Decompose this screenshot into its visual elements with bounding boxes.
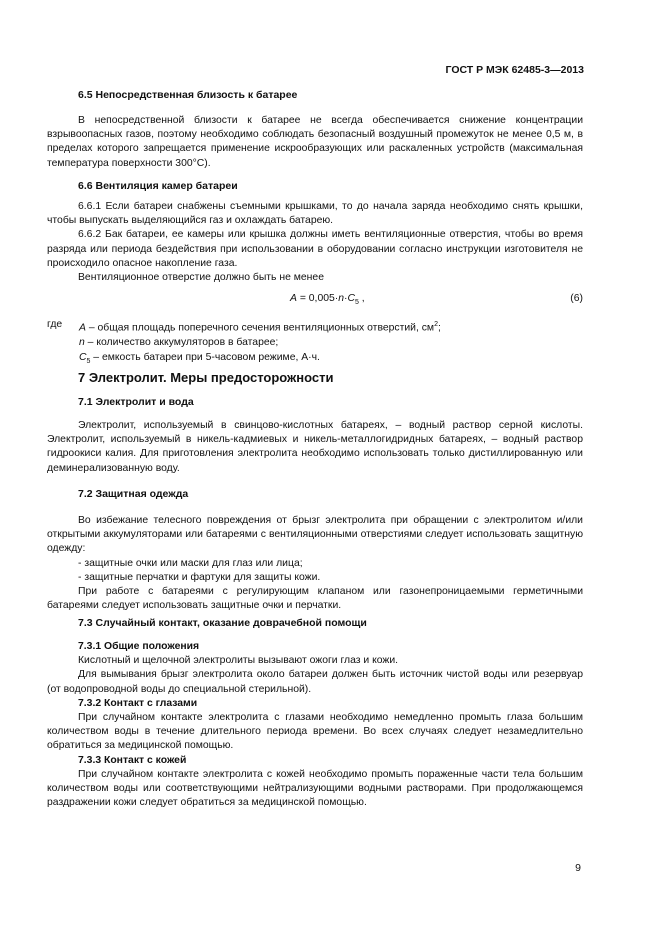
section-7-1-text	[47, 419, 583, 476]
formula-symbol-c: C	[347, 293, 356, 304]
paragraph: Для вымывания брызг электролита около батареи должен быть источник чистой воды или резервуар (от водопроводной воды до специальной стерильной).	[47, 669, 583, 695]
list-item: - защитные очки или маски для глаз или лица;	[78, 557, 303, 569]
section-6-5-text	[47, 114, 583, 171]
page-number: 9	[575, 862, 581, 874]
subsection-7-3-2-heading: 7.3.2 Контакт с глазами	[78, 697, 198, 709]
formula-part: ·	[344, 293, 348, 304]
section-6-6-text	[47, 200, 583, 285]
section-6-5-heading: 6.5 Непосредственная близость к батарее	[78, 89, 298, 101]
paragraph: Вентиляционное отверстие должно быть не менее	[78, 272, 324, 284]
subsection-7-3-3-heading: 7.3.3 Контакт с кожей	[78, 754, 187, 766]
formula-symbol-a: A	[290, 293, 297, 304]
legend-desc: – количество аккумуляторов в батарее;	[84, 337, 279, 349]
ventilation-formula	[290, 293, 365, 306]
legend-row	[47, 350, 583, 369]
formula-part: ,	[358, 293, 365, 304]
legend-text	[79, 335, 278, 350]
paragraph: При работе с батареями с регулирующим клапаном или газонепроницаемыми герметичными батареями следует использовать защитные очки и перчатки.	[47, 586, 583, 612]
paragraph: В непосредственной близости к батарее не всегда обеспечивается снижение концентрации взрывоопасных газов, поэтому необходимо соблюдать безопасный воздушный промежуток не менее 0,5 м, в пределах которого запрещается применение искрообразующих или раскаленных устройств (максимальная температура поверхности 300°C).	[47, 115, 583, 169]
subsection-7-3-1-heading: 7.3.1 Общие положения	[78, 641, 200, 652]
paragraph: Кислотный и щелочной электролиты вызывают ожоги глаз и кожи.	[78, 655, 399, 667]
legend-text	[79, 350, 320, 369]
paragraph: 6.6.1 Если батареи снабжены съемными крышками, то до начала заряда необходимо снять крышки, чтобы выпускать выделяющийся газ и охлаждать батарею.	[47, 201, 583, 227]
paragraph: Во избежание телесного повреждения от брызг электролита при обращении с электролитом и/или открытыми аккумуляторами или батареями с вентиляционными отверстиями следует использовать защитную одежду:	[47, 515, 583, 555]
legend-symbol: A	[79, 322, 86, 334]
section-7-3-heading: 7.3 Случайный контакт, оказание доврачебной помощи	[78, 617, 367, 629]
section-6-6-heading: 6.6 Вентиляция камер батареи	[78, 180, 238, 192]
list-item: - защитные перчатки и фартуки для защиты кожи.	[78, 571, 321, 583]
paragraph: 6.6.2 Бак батареи, ее камеры или крышка должны иметь вентиляционные отверстия, чтобы во время разряда или периода бездействия при использовании в оборудовании согласно инструкции изготовителя не происходило опасное накопление газа.	[47, 229, 583, 269]
formula-subscript: 5	[355, 299, 359, 307]
legend-symbol: n	[79, 337, 85, 349]
legend-desc: ;	[437, 322, 441, 334]
formula-legend	[47, 317, 583, 370]
legend-symbol: C	[79, 352, 87, 364]
section-7-2-heading: 7.2 Защитная одежда	[78, 488, 189, 500]
legend-desc: – общая площадь поперечного сечения вентиляционных отверстий, см	[85, 322, 435, 334]
legend-text	[79, 317, 441, 335]
paragraph: При случайном контакте электролита с кожей необходимо промыть пораженные части тела большим количеством воды или соответствующими нейтрализующими водными растворами. При продолжающемся раздражении кожи следует обратиться за медицинской помощью.	[47, 768, 583, 809]
legend-row	[47, 317, 583, 335]
legend-subscript: 5	[86, 358, 91, 366]
section-7-3-text	[47, 640, 583, 810]
legend-desc: – емкость батареи при 5-часовом режиме, А·ч.	[90, 352, 320, 364]
legend-where-word: где	[47, 319, 63, 330]
legend-row	[47, 335, 583, 350]
standard-header: ГОСТ Р МЭК 62485-3—2013	[445, 64, 584, 76]
equation-number: (6)	[570, 293, 583, 304]
formula-symbol-n: n	[338, 293, 345, 304]
paragraph: Электролит, используемый в свинцово-кислотных батареях, – водный раствор серной кислоты. Электролит, используемый в никель-кадмиевых и никель-металлогидридных батареях, – водный раствор гидроокиси калия. Для приготовления электролита необходимо использовать только дистиллированную или деминерализованную воду.	[47, 420, 583, 474]
section-7-heading: 7 Электролит. Меры предосторожности	[78, 370, 334, 385]
section-7-1-heading: 7.1 Электролит и вода	[78, 396, 194, 408]
paragraph: При случайном контакте электролита с глазами необходимо немедленно промыть глаза большим количеством воды в течение длительного периода времени. Во всех случаях следует незамедлительно обратиться за медицинской помощью.	[47, 712, 583, 752]
formula-part: = 0,005·	[296, 293, 339, 304]
section-7-2-text	[47, 514, 583, 613]
legend-superscript: 2	[434, 321, 438, 328]
